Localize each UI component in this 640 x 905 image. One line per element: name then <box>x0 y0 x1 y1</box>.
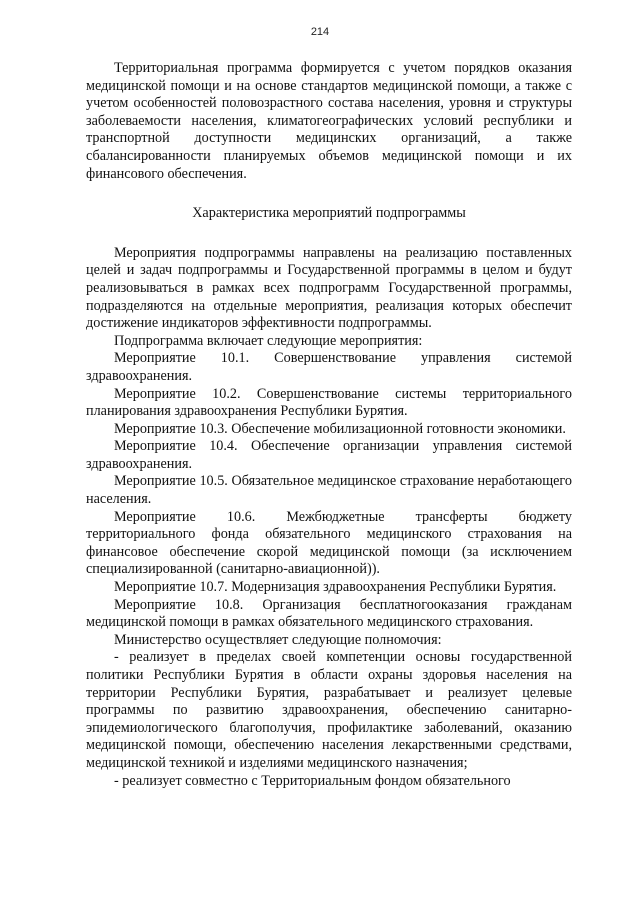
measure-10-6: Мероприятие 10.6. Межбюджетные трансферты бюджету территориального фонда обязательного медицинского страхования на финансовое обеспечение скорой медицинской помощи (за исключением специализированной (санитарно-авиационной)). <box>86 508 572 578</box>
measure-10-8: Мероприятие 10.8. Организация бесплатногооказания гражданам медицинской помощи в рамках обязательного медицинского страхования. <box>86 596 572 631</box>
paragraph-ministry-powers: Министерство осуществляет следующие полномочия: <box>114 631 442 648</box>
power-item-2: - реализует совместно с Территориальным фондом обязательного <box>114 772 511 789</box>
measure-10-4: Мероприятие 10.4. Обеспечение организации управления системой здравоохранения. <box>86 438 572 472</box>
page-number: 214 <box>310 26 330 38</box>
power-item-1: - реализует в пределах своей компетенции основы государственной политики Республики Бурятия в области охраны здоровья населения на территории Республики Бурятия, разрабатывает и реализует целевые программы по развитию здравоохранения, обеспечению санитарно-эпидемиологического благополучия, профилактике заболеваний, оказанию медицинской помощи, обеспечению населения лекарственными средствами, медицинской техникой и изделиями медицинского назначения; <box>86 649 572 771</box>
measure-10-7: Мероприятие 10.7. Модернизация здравоохранения Республики Бурятия. <box>114 579 557 596</box>
measure-10-1: Мероприятие 10.1. Совершенствование управления системой здравоохранения. <box>86 350 572 384</box>
paragraph-includes: Подпрограмма включает следующие мероприятия: <box>114 332 423 349</box>
measure-10-3: Мероприятие 10.3. Обеспечение мобилизационной готовности экономики. <box>114 420 566 437</box>
measure-10-5: Мероприятие 10.5. Обязательное медицинское страхование неработающего населения. <box>86 473 572 508</box>
measure-10-2: Мероприятие 10.2. Совершенствование системы территориального планирования здравоохранения Республики Бурятия. <box>86 385 572 420</box>
section-heading: Характеристика мероприятий подпрограммы <box>192 205 466 222</box>
paragraph-subprogram-purpose: Мероприятия подпрограммы направлены на реализацию поставленных целей и задач подпрограммы и Государственной программы в целом и будут реализовываться в рамках всех подпрограмм Государственной программы, подразделяются на отдельные мероприятия, реализация которых обеспечит достижение индикаторов эффективности подпрограммы. <box>86 244 572 332</box>
intro-paragraph: Территориальная программа формируется с учетом порядков оказания медицинской помощи и на основе стандартов медицинской помощи, а также с учетом особенностей половозрастного состава населения, уровня и структуры заболеваемости населения, климатогеографических условий республики и транспортной доступности медицинских организаций, а также сбалансированности планируемых объемов медицинской помощи и их финансового обеспечения. <box>86 60 572 182</box>
document-body <box>86 60 572 790</box>
